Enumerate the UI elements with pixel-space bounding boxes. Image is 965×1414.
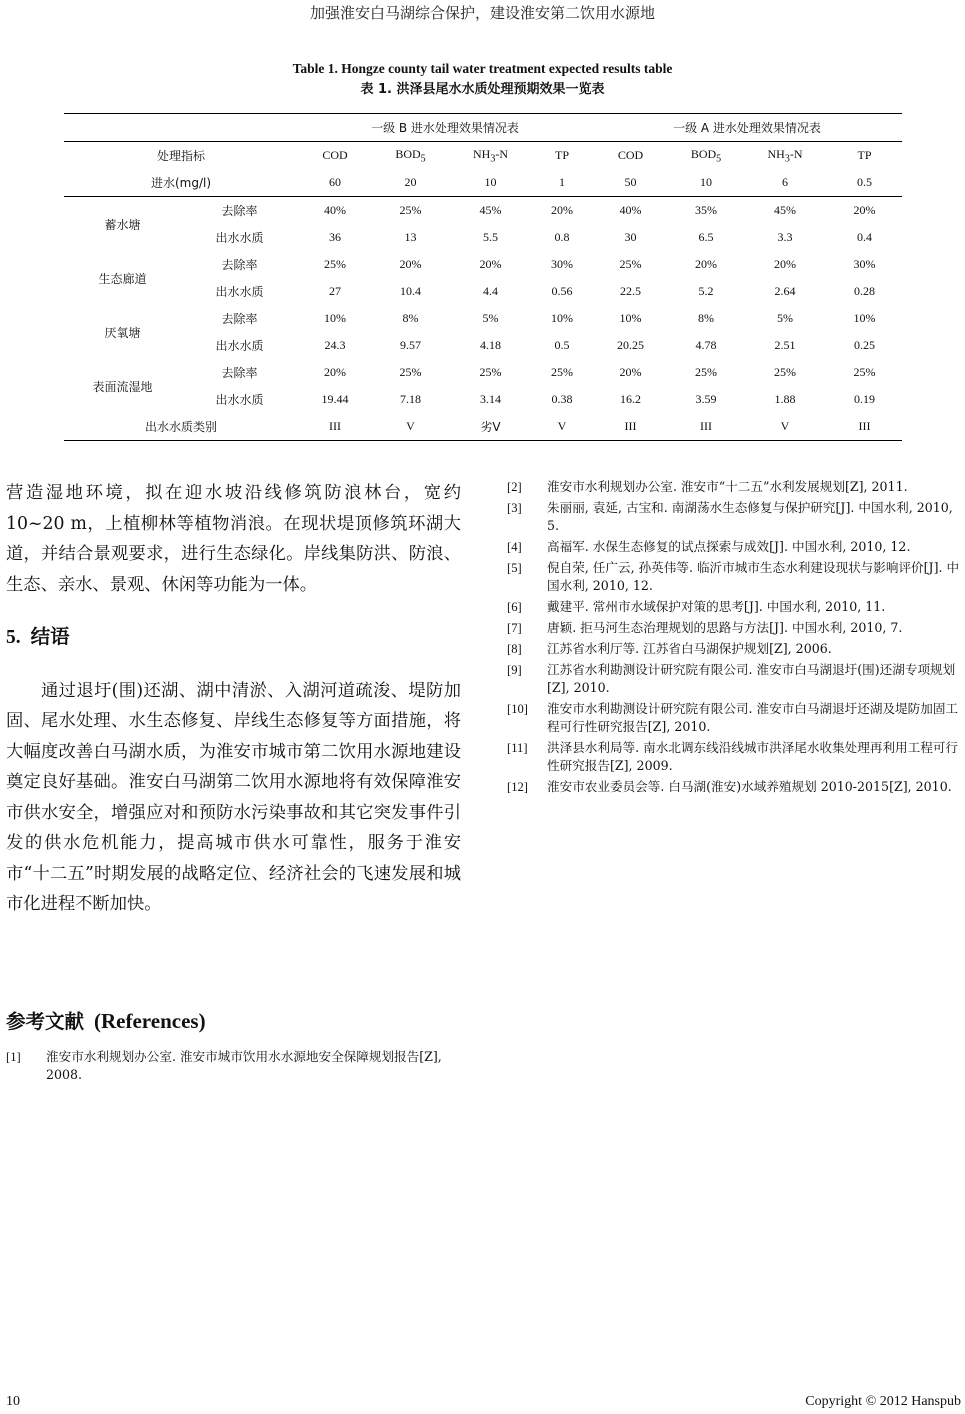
table-cell: 20%	[774, 257, 796, 271]
table-cell: 10%	[853, 311, 876, 325]
table-cell: 0.19	[854, 392, 875, 406]
references-heading: 参考文献 (References)	[6, 1009, 206, 1033]
table-cell: III	[827, 413, 902, 441]
column-header: $BOD_5$	[395, 146, 426, 165]
table-cell: V	[743, 413, 827, 441]
table-cell: 6.5	[698, 230, 714, 244]
reference-item: [3] 朱丽丽, 袁延, 古宝和. 南湖荡水生态修复与保护研究[J]. 中国水利, 2010, 5.	[507, 500, 953, 533]
table-row	[64, 332, 902, 359]
table-cell: V	[372, 413, 449, 441]
table-cell: 20%	[479, 257, 502, 271]
table-cell: 40%	[592, 197, 669, 225]
table-cell: 25%	[551, 365, 573, 379]
table-group-header-row	[64, 114, 902, 142]
table-cell: 7.18	[400, 392, 421, 406]
reference-item: [8] 江苏省水利厅等. 江苏省白马湖保护规划[Z], 2006.	[507, 641, 832, 656]
left-column	[6, 478, 461, 920]
table-cell: 20%	[827, 197, 902, 225]
results-table	[64, 113, 902, 441]
stage-name: 厌氧塘	[104, 325, 141, 340]
table-cell: 60	[329, 175, 341, 189]
effluent-label: 出水水质	[215, 393, 264, 407]
table-cell: 10%	[324, 311, 346, 325]
table-cell: 10.4	[400, 284, 421, 298]
table-row	[64, 305, 902, 332]
table-cell: 4.4	[483, 284, 498, 298]
table-cell: 25%	[853, 365, 876, 379]
table-cell: 2.64	[774, 284, 796, 298]
table-cell: 20	[404, 175, 417, 189]
table-cell: 30%	[853, 257, 876, 271]
table-cell: 0.25	[854, 338, 875, 352]
column-header: TP	[554, 148, 569, 162]
removal-label: 去除率	[221, 366, 258, 380]
table-cell: 1.88	[774, 392, 796, 406]
table-cell: 25%	[324, 257, 346, 271]
column-header: TP	[857, 148, 872, 162]
table-cell: 45%	[743, 197, 827, 225]
table-cell: 36	[329, 230, 341, 244]
table-cell: 1	[559, 175, 565, 189]
reference-item: [2] 淮安市水利规划办公室. 淮安市“十二五”水利发展规划[Z], 2011.	[507, 479, 908, 494]
table-cell: 19.44	[321, 392, 349, 406]
table-cell: 25%	[619, 257, 642, 271]
body-paragraph: 通过退圩(围)还湖、湖中清淤、入湖河道疏浚、堤防加固、尾水处理、水生态修复、岸线生态修复等方面措施，将大幅度改善白马湖水质，为淮安市城市第二饮用水源地建设奠定良好基础。淮安白马湖第二饮用水源地将有效保障淮安市供水安全，增强应对和预防水污染事故和其它突发事件引发的供水危机能力，提高城市供水可靠性，服务于淮安市“十二五”时期发展的战略定位、经济社会的飞速发展和城市化进程不断加快。	[6, 680, 461, 914]
table-cell: 20%	[324, 365, 346, 379]
effluent-label: 出水水质	[215, 231, 264, 245]
table-row	[64, 197, 902, 225]
table-cell: 25%	[399, 365, 422, 379]
indicator-label: 处理指标	[156, 149, 205, 163]
table-cell: 9.57	[400, 338, 421, 352]
table-cell: 24.3	[324, 338, 346, 352]
table-cell: 5.2	[698, 284, 714, 298]
table-cell: 20%	[695, 257, 717, 271]
copyright-notice: Copyright © 2012 Hanspub	[805, 1394, 961, 1409]
table-cell: 20%	[532, 197, 592, 225]
removal-label: 去除率	[181, 197, 298, 225]
table-cell: 5.5	[483, 230, 498, 244]
group-a-header: 一级 A 进水处理效果情况表	[592, 114, 902, 142]
table-caption-chinese: 表 1. 洪泽县尾水水质处理预期效果一览表	[360, 82, 605, 97]
table-cell: 10	[484, 175, 497, 189]
table-cell: 10%	[619, 311, 642, 325]
column-header: COD	[322, 148, 348, 162]
reference-list-left	[6, 1048, 461, 1087]
table-cell: 10%	[551, 311, 573, 325]
table-cell: 10	[700, 175, 712, 189]
reference-item: [12] 淮安市农业委员会等. 白马湖(淮安)水域养殖规划 2010-2015[Z], 2010.	[507, 779, 952, 794]
table-cell: 25%	[479, 365, 502, 379]
table-cell: 25%	[695, 365, 717, 379]
inflow-label: 进水(mg/l)	[150, 176, 212, 190]
quality-class-label: 出水水质类别	[64, 413, 298, 441]
table-cell: 5%	[777, 311, 793, 325]
table-cell: 22.5	[620, 284, 641, 298]
table-column-header-row	[64, 142, 902, 170]
table-cell: III	[669, 413, 743, 441]
table-row	[64, 224, 902, 251]
section-heading: 5. 结语	[6, 625, 70, 648]
column-header: $NH_3-N$	[472, 146, 508, 165]
reference-item: [5] 倪自荣, 任广云, 孙英伟等. 临沂市城市生态水利建设现状与影响评价[J]. 中国水利, 2010, 12.	[507, 560, 960, 593]
reference-item: [11] 洪泽县水利局等. 南水北调东线沿线城市洪泽尾水收集处理再利用工程可行性研究报告[Z], 2009.	[507, 740, 959, 773]
table-cell: 4.78	[695, 338, 717, 352]
reference-item: [7] 唐颖. 拒马河生态治理规划的思路与方法[J]. 中国水利, 2010, 7.	[507, 620, 903, 635]
table-cell: 6	[782, 175, 788, 189]
body-paragraph: 营造湿地环境，拟在迎水坡沿线修筑防浪林台，宽约10~20 m，上植柳林等植物消浪。在现状堤顶修筑环湖大道，并结合景观要求，进行生态绿化。岸线集防洪、防浪、生态、亲水、景观、休闲等功能为一体。	[6, 483, 461, 595]
column-header: $BOD_5$	[690, 146, 722, 165]
table-cell: 8%	[698, 311, 714, 325]
table-cell: 0.38	[551, 392, 573, 406]
table-cell: 劣V	[449, 413, 532, 441]
table-cell: 30	[624, 230, 637, 244]
table-cell: 13	[404, 230, 417, 244]
table-cell: 0.4	[857, 230, 872, 244]
reference-item: [4] 高福军. 水保生态修复的试点探索与成效[J]. 中国水利, 2010, 12.	[507, 539, 911, 554]
table-row	[64, 251, 902, 278]
table-cell: 0.5	[857, 175, 872, 189]
column-header: $NH_3-N$	[767, 146, 803, 165]
table-cell: 30%	[551, 257, 573, 271]
effluent-label: 出水水质	[215, 339, 264, 353]
group-b-header: 一级 B 进水处理效果情况表	[298, 114, 592, 142]
table-cell: 3.59	[695, 392, 717, 406]
table-cell: 20%	[399, 257, 422, 271]
table-cell: 0.5	[554, 338, 570, 352]
table-cell: 3.3	[777, 230, 793, 244]
running-header: 加强淮安白马湖综合保护，建设淮安第二饮用水源地	[309, 4, 655, 22]
table-cell: 2.51	[774, 338, 796, 352]
inflow-row	[64, 169, 902, 197]
reference-item: [10] 淮安市水利勘测设计研究院有限公司. 淮安市白马湖退圩还湖及堤防加固工程可行性研究报告[Z], 2010.	[507, 701, 959, 734]
table-cell: V	[532, 413, 592, 441]
page-number: 10	[6, 1394, 20, 1409]
table-cell: 16.2	[620, 392, 641, 406]
table-cell: 20%	[619, 365, 642, 379]
table-row	[64, 359, 902, 386]
reference-item: [1] 淮安市水利规划办公室. 淮安市城市饮用水水源地安全保障规划报告[Z], 2008.	[6, 1049, 442, 1082]
removal-label: 去除率	[221, 258, 258, 272]
stage-name: 表面流湿地	[92, 379, 153, 394]
table-cell: 20.25	[617, 338, 644, 352]
stage-name: 生态廊道	[98, 271, 147, 286]
table-row	[64, 278, 902, 305]
table-cell: 25%	[774, 365, 796, 379]
table-cell: 0.56	[551, 284, 573, 298]
table-cell: 35%	[669, 197, 743, 225]
table-cell: 27	[329, 284, 341, 298]
table-cell: 0.28	[854, 284, 875, 298]
reference-list-right	[507, 478, 965, 799]
quality-class-row	[64, 413, 902, 441]
table-cell: 4.18	[480, 338, 501, 352]
stage-name: 蓄水塘	[64, 197, 181, 252]
table-cell: 3.14	[480, 392, 501, 406]
table-cell: 25%	[372, 197, 449, 225]
table-caption-english: Table 1. Hongze county tail water treatment expected results table	[292, 61, 673, 76]
table-cell: 45%	[449, 197, 532, 225]
table-cell: 0.8	[554, 230, 570, 244]
table-cell: 5%	[482, 311, 499, 325]
reference-item: [9] 江苏省水利勘测设计研究院有限公司. 淮安市白马湖退圩(围)还湖专项规划[Z], 2010.	[507, 662, 956, 695]
table-cell: III	[592, 413, 669, 441]
table-cell: 40%	[298, 197, 372, 225]
reference-item: [6] 戴建平. 常州市水域保护对策的思考[J]. 中国水利, 2010, 11.	[507, 599, 886, 614]
removal-label: 去除率	[221, 312, 258, 326]
table-cell: III	[298, 413, 372, 441]
table-cell: 8%	[402, 311, 419, 325]
table-cell: 50	[624, 175, 637, 189]
effluent-label: 出水水质	[215, 285, 264, 299]
table-row	[64, 386, 902, 413]
column-header: COD	[617, 148, 644, 162]
